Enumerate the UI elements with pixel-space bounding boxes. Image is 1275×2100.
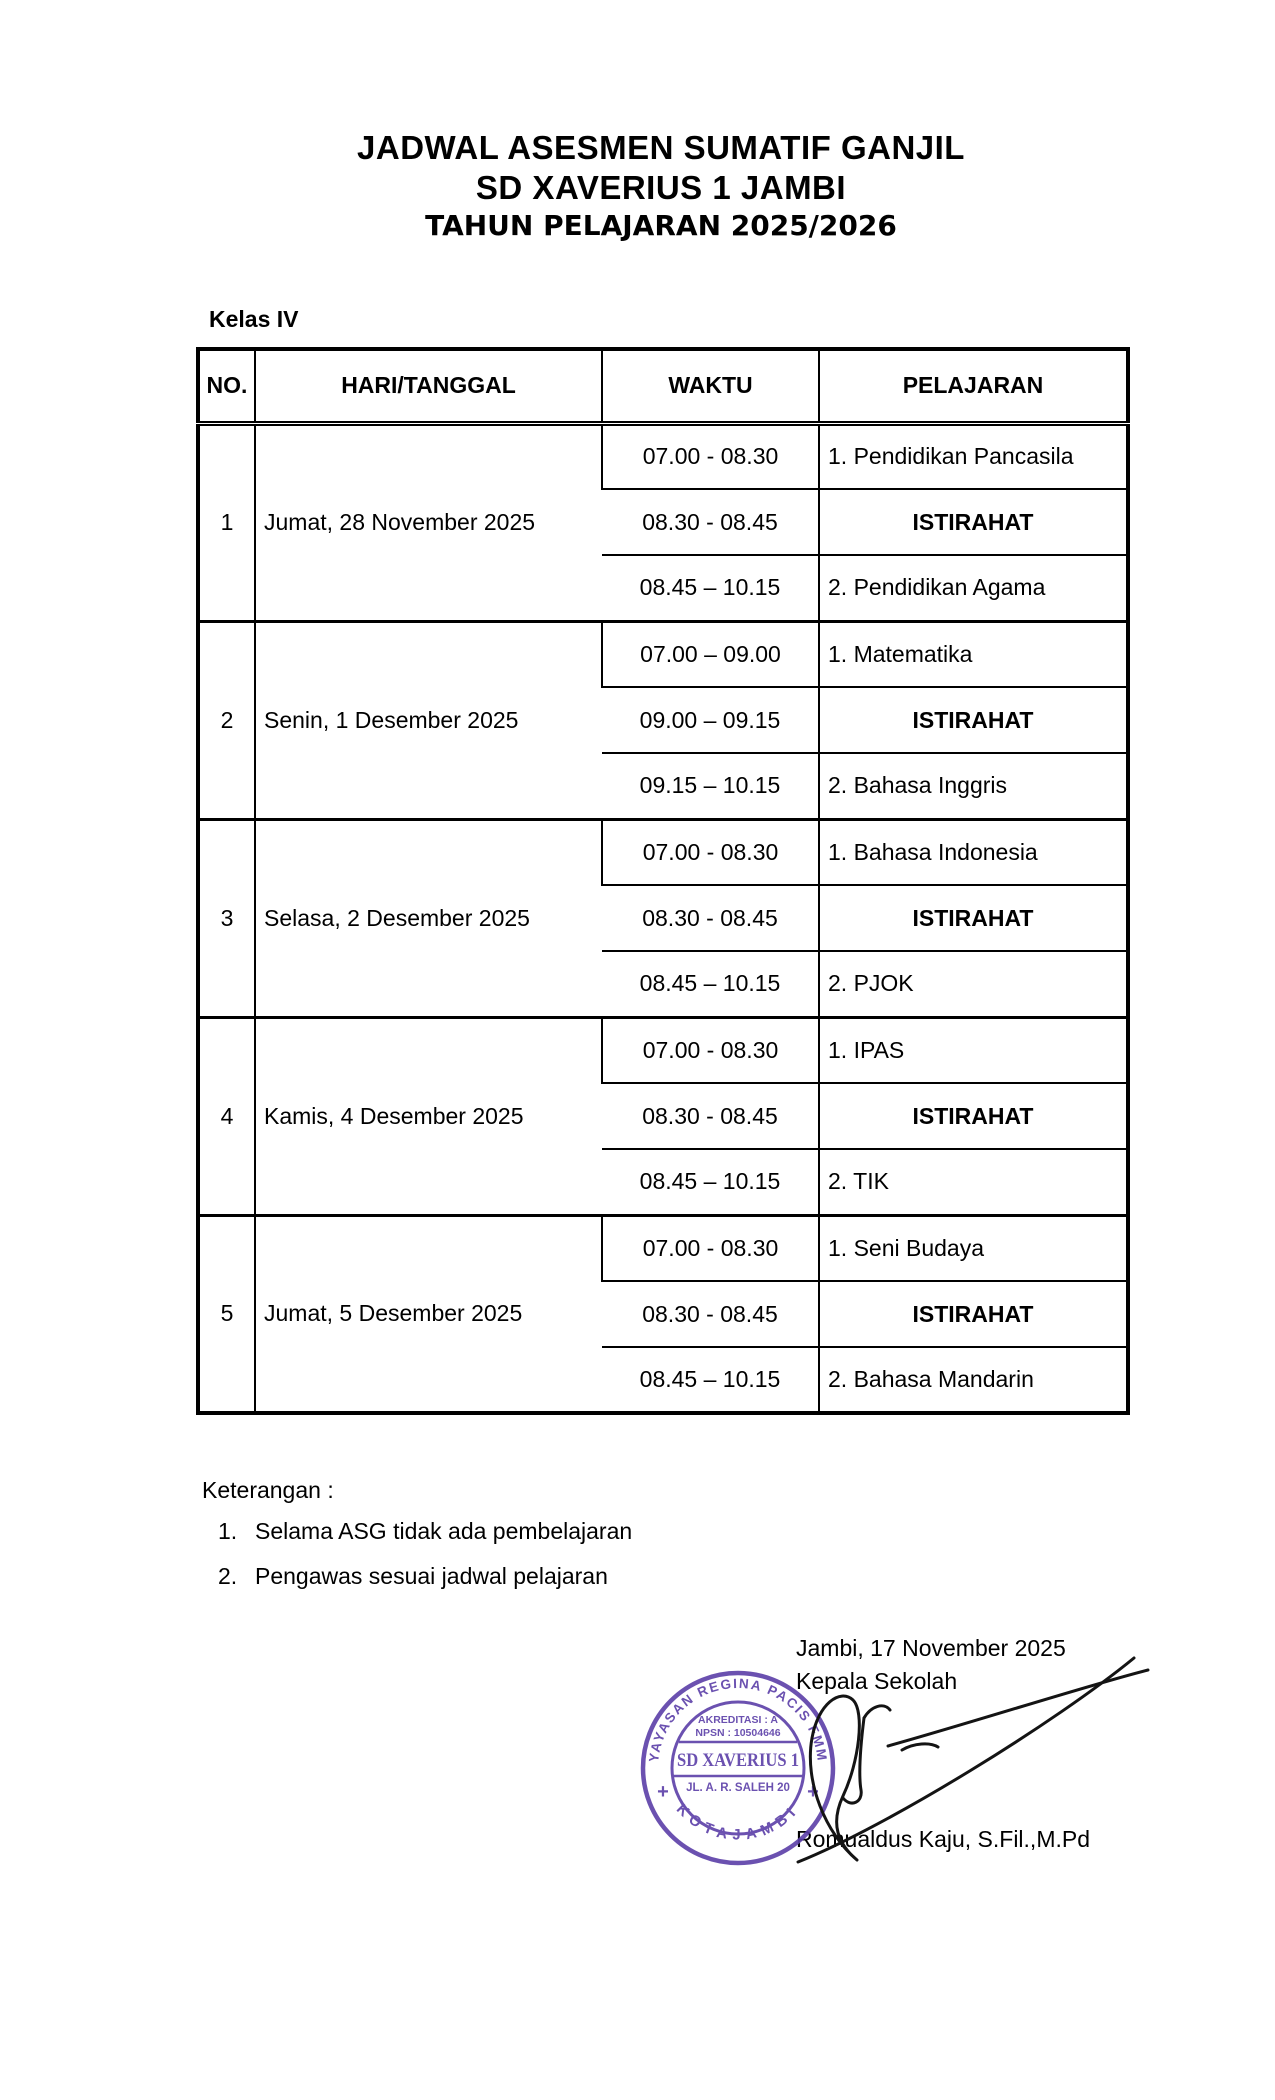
subject-cell: 2. PJOK	[819, 951, 1128, 1017]
table-row	[198, 1017, 1128, 1083]
document-title	[196, 128, 1126, 244]
class-label: Kelas IV	[209, 306, 299, 332]
notes-section	[202, 1477, 632, 1608]
table-row	[198, 819, 1128, 885]
signature-scribble	[760, 1630, 1180, 1890]
stamp-cross-left-icon: +	[657, 1781, 669, 1803]
subject-cell: 2. Bahasa Mandarin	[819, 1347, 1128, 1413]
list-item	[218, 1518, 632, 1545]
subject-cell: 1. IPAS	[819, 1017, 1128, 1083]
no-cell: 3	[198, 819, 255, 1017]
time-cell: 07.00 - 08.30	[602, 819, 819, 885]
no-cell: 1	[198, 423, 255, 621]
time-cell: 07.00 - 08.30	[602, 423, 819, 489]
signature-stroke	[864, 1706, 890, 1718]
col-header-day-date: HARI/TANGGAL	[255, 349, 602, 423]
break-cell: ISTIRAHAT	[819, 1083, 1128, 1149]
stamp-address: JL. A. R. SALEH 20	[686, 1782, 790, 1794]
date-cell: Kamis, 4 Desember 2025	[255, 1017, 602, 1215]
subject-cell: 2. TIK	[819, 1149, 1128, 1215]
header-row	[198, 349, 1128, 423]
table-row	[198, 423, 1128, 489]
note-text: Pengawas sesuai jadwal pelajaran	[255, 1563, 608, 1589]
subject-cell: 1. Bahasa Indonesia	[819, 819, 1128, 885]
time-cell: 08.30 - 08.45	[602, 489, 819, 555]
break-cell: ISTIRAHAT	[819, 1281, 1128, 1347]
signature-stroke	[902, 1744, 938, 1750]
date-cell: Selasa, 2 Desember 2025	[255, 819, 602, 1017]
subject-cell: 1. Pendidikan Pancasila	[819, 423, 1128, 489]
subject-cell: 1. Seni Budaya	[819, 1215, 1128, 1281]
signature-name: Romualdus Kaju, S.Fil.,M.Pd	[796, 1826, 1091, 1852]
col-header-no: NO.	[198, 349, 255, 423]
time-cell: 07.00 - 08.30	[602, 1017, 819, 1083]
signature-stroke	[888, 1670, 1148, 1746]
schedule-table	[196, 347, 1130, 1415]
notes-label: Keterangan :	[202, 1477, 334, 1503]
table-row	[198, 1215, 1128, 1281]
col-header-subject: PELAJARAN	[819, 349, 1128, 423]
note-text: Selama ASG tidak ada pembelajaran	[255, 1518, 633, 1544]
no-cell: 5	[198, 1215, 255, 1413]
stamp-accreditation: AKREDITASI : A	[698, 1714, 778, 1726]
no-cell: 2	[198, 621, 255, 819]
signature-role: Kepala Sekolah	[796, 1668, 958, 1694]
no-cell: 4	[198, 1017, 255, 1215]
time-cell: 07.00 - 08.30	[602, 1215, 819, 1281]
time-cell: 08.45 – 10.15	[602, 1149, 819, 1215]
stamp-school-name: SD XAVERIUS 1	[677, 1750, 799, 1771]
title-line-2: SD XAVERIUS 1 JAMBI	[475, 169, 847, 206]
stamp-cross-right-icon: +	[807, 1781, 819, 1803]
title-line-3: TAHUN PELAJARAN 2025/2026	[425, 209, 897, 242]
title-line-1: JADWAL ASESMEN SUMATIF GANJIL	[357, 129, 965, 166]
time-cell: 08.45 – 10.15	[602, 1347, 819, 1413]
stamp-arc-bottom-label: KOTAJAMBI	[672, 1800, 804, 1844]
subject-cell: 2. Pendidikan Agama	[819, 555, 1128, 621]
stamp-arc-top-label: YAYASAN REGINA PACIS FMM	[646, 1675, 830, 1764]
col-header-time: WAKTU	[602, 349, 819, 423]
note-number: 2.	[218, 1563, 238, 1589]
note-number: 1.	[218, 1518, 238, 1544]
subject-cell: 1. Matematika	[819, 621, 1128, 687]
time-cell: 08.30 - 08.45	[602, 1083, 819, 1149]
date-cell: Jumat, 5 Desember 2025	[255, 1215, 602, 1413]
time-cell: 08.30 - 08.45	[602, 885, 819, 951]
date-cell: Senin, 1 Desember 2025	[255, 621, 602, 819]
break-cell: ISTIRAHAT	[819, 885, 1128, 951]
break-cell: ISTIRAHAT	[819, 489, 1128, 555]
time-cell: 08.45 – 10.15	[602, 555, 819, 621]
signature-place-date: Jambi, 17 November 2025	[796, 1635, 1066, 1661]
subject-cell: 2. Bahasa Inggris	[819, 753, 1128, 819]
date-cell: Jumat, 28 November 2025	[255, 423, 602, 621]
break-cell: ISTIRAHAT	[819, 687, 1128, 753]
time-cell: 08.30 - 08.45	[602, 1281, 819, 1347]
table-row	[198, 621, 1128, 687]
signature-stroke	[810, 1696, 859, 1860]
list-item	[218, 1563, 632, 1590]
stamp-npsn: NPSN : 10504646	[695, 1727, 781, 1739]
time-cell: 07.00 – 09.00	[602, 621, 819, 687]
time-cell: 08.45 – 10.15	[602, 951, 819, 1017]
time-cell: 09.15 – 10.15	[602, 753, 819, 819]
time-cell: 09.00 – 09.15	[602, 687, 819, 753]
